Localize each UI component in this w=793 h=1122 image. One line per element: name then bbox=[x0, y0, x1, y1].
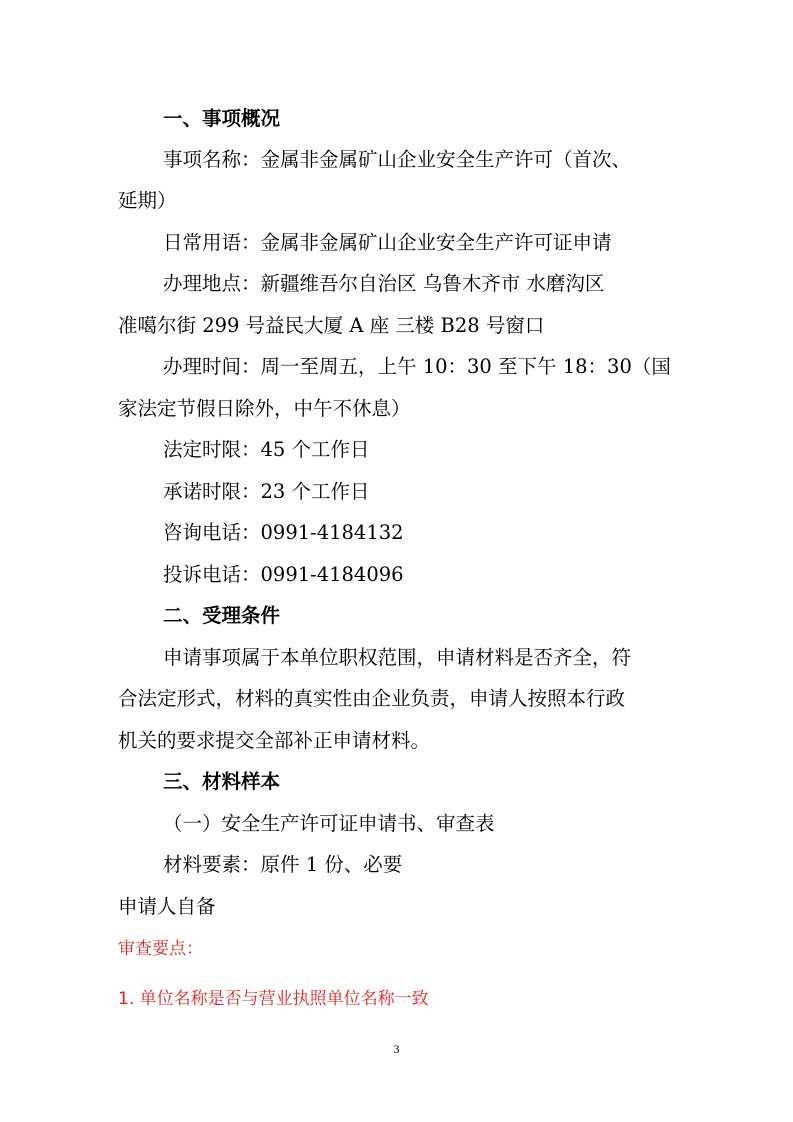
section-heading-materials: 三、材料样本 bbox=[163, 770, 281, 793]
applicant-prepare: 申请人自备 bbox=[118, 895, 216, 918]
review-point-1: 1. 单位名称是否与营业执照单位名称一致 bbox=[118, 989, 429, 1009]
material-title: （一）安全生产许可证申请书、审查表 bbox=[163, 812, 495, 835]
item-name-line-1: 事项名称：金属非金属矿山企业安全生产许可（首次、 bbox=[163, 148, 632, 171]
material-elements: 材料要素：原件 1 份、必要 bbox=[163, 853, 403, 876]
section-heading-conditions: 二、受理条件 bbox=[163, 604, 281, 627]
hours-line-1: 办理时间：周一至周五，上午 10：30 至下午 18：30（国 bbox=[163, 355, 671, 378]
location-line-2: 准噶尔街 299 号益民大厦 A 座 三楼 B28 号窗口 bbox=[118, 314, 545, 337]
review-points-title: 审查要点： bbox=[118, 939, 203, 959]
promised-time-limit: 承诺时限：23 个工作日 bbox=[163, 480, 370, 503]
legal-time-limit: 法定时限：45 个工作日 bbox=[163, 438, 370, 461]
condition-line-1: 申请事项属于本单位职权范围，申请材料是否齐全，符 bbox=[163, 646, 632, 669]
item-name-line-2: 延期） bbox=[118, 189, 177, 212]
section-heading-overview: 一、事项概况 bbox=[163, 107, 281, 130]
location-line-1: 办理地点：新疆维吾尔自治区 乌鲁木齐市 水磨沟区 bbox=[163, 272, 605, 295]
condition-line-2: 合法定形式，材料的真实性由企业负责，申请人按照本行政 bbox=[118, 687, 626, 710]
page-number: 3 bbox=[393, 1042, 400, 1056]
complaint-phone: 投诉电话：0991-4184096 bbox=[163, 563, 404, 586]
hours-line-2: 家法定节假日除外，中午不休息） bbox=[118, 397, 411, 420]
consult-phone: 咨询电话：0991-4184132 bbox=[163, 521, 404, 544]
condition-line-3: 机关的要求提交全部补正申请材料。 bbox=[118, 729, 431, 752]
common-term: 日常用语：金属非金属矿山企业安全生产许可证申请 bbox=[163, 231, 612, 254]
